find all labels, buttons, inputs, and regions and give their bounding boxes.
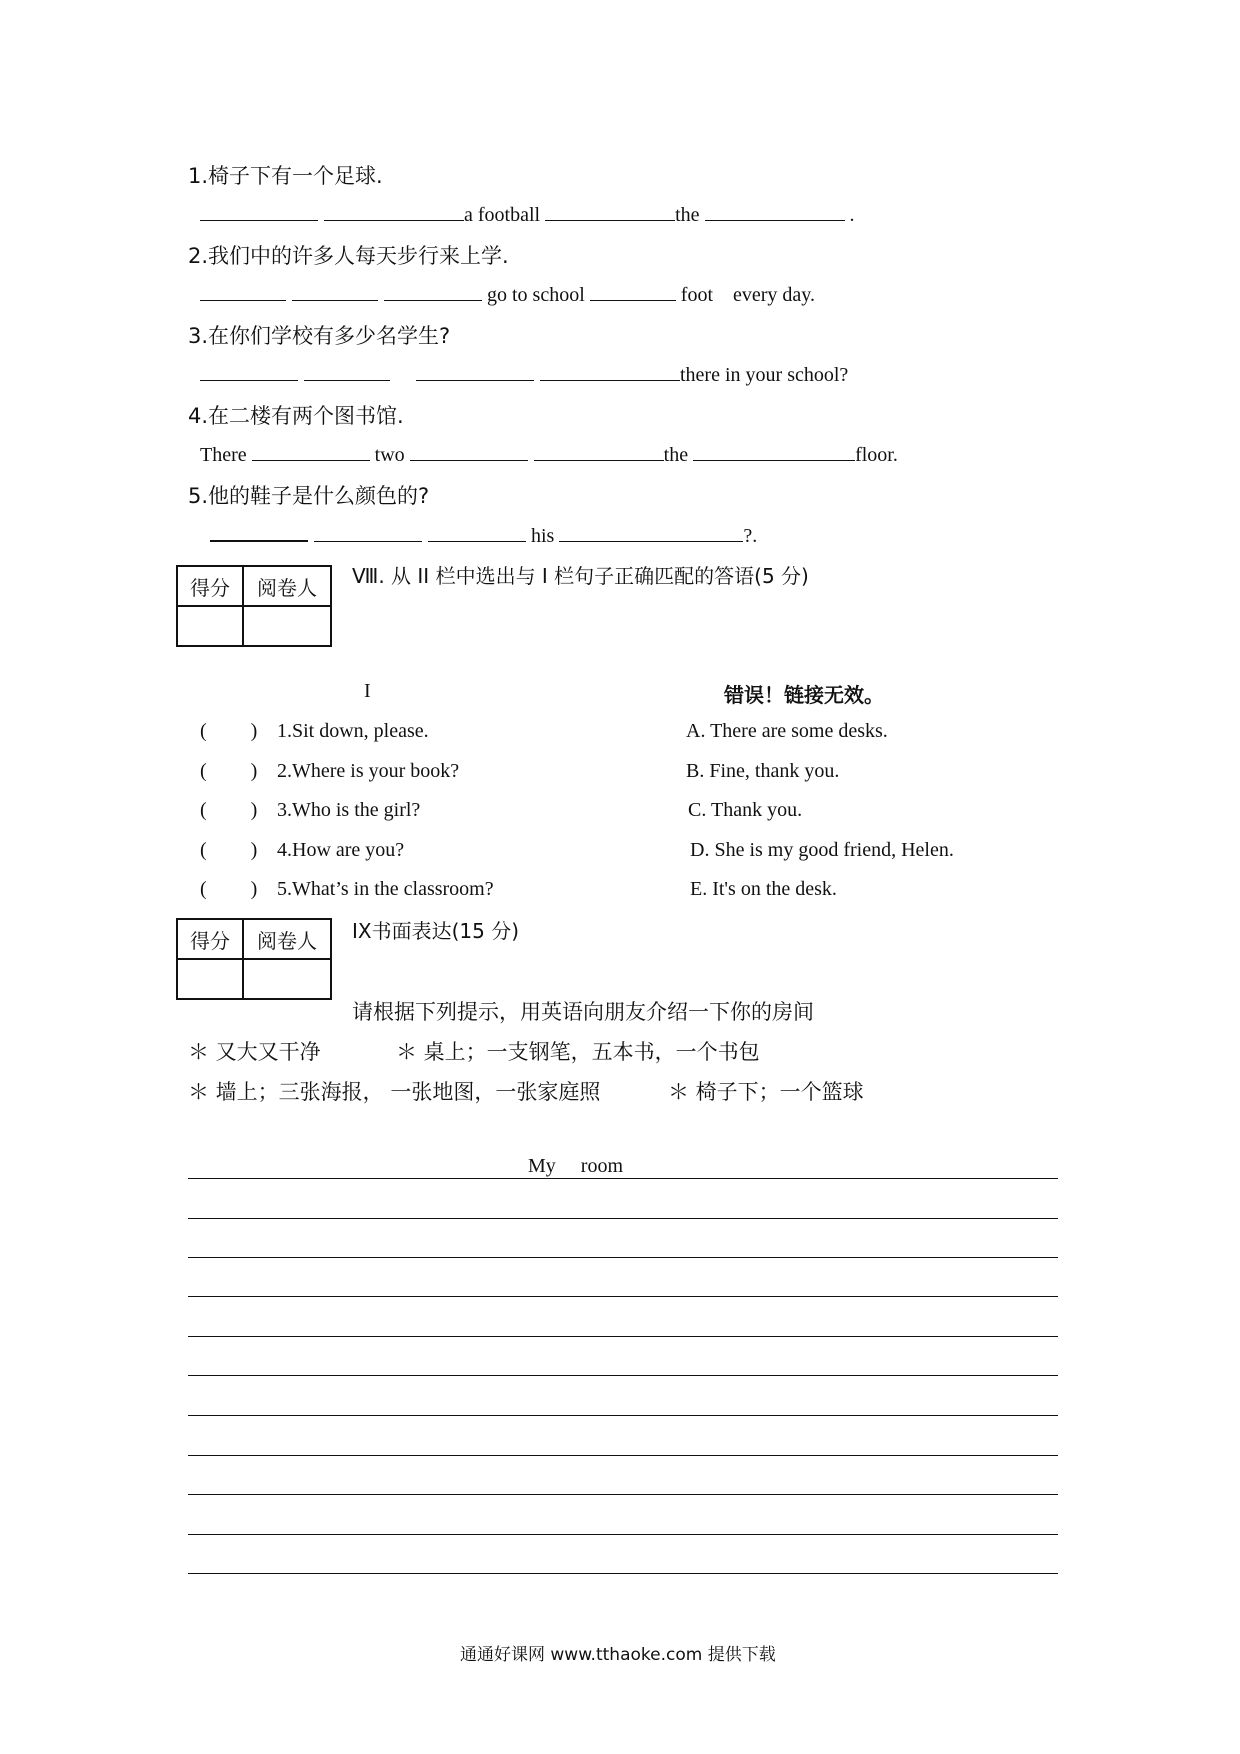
blank[interactable] (428, 523, 526, 542)
writing-prompt: 请根据下列提示，用英语向朋友介绍一下你的房间 (352, 1000, 814, 1024)
left-item: 4.How are you? (277, 839, 405, 861)
section-8-title: Ⅷ. 从 II 栏中选出与 I 栏句子正确匹配的答语(5 分) (352, 564, 809, 588)
writing-line[interactable] (188, 1218, 1058, 1219)
grader-cell[interactable] (243, 606, 331, 646)
blank[interactable] (534, 442, 664, 461)
answer-line-1 (200, 202, 855, 227)
fixed-text: the (663, 444, 689, 466)
writing-line[interactable] (188, 1375, 1058, 1376)
fixed-text: two (374, 444, 405, 466)
essay-title (528, 1155, 623, 1178)
paren-open: ( (200, 839, 207, 861)
blank[interactable] (292, 282, 378, 301)
right-item: B. Fine, thank you. (686, 760, 840, 782)
score-label: 得分 (177, 566, 243, 606)
paren-open: ( (200, 878, 207, 900)
blank[interactable] (410, 442, 528, 461)
blank[interactable] (540, 362, 680, 381)
blank[interactable] (200, 202, 318, 221)
writing-line[interactable] (188, 1296, 1058, 1297)
writing-line[interactable] (188, 1415, 1058, 1416)
writing-line[interactable] (188, 1534, 1058, 1535)
paren-close: ) (250, 839, 258, 861)
fixed-text: there in your school? (680, 364, 849, 386)
fixed-text: . (849, 204, 855, 226)
hint-4: ＊ 椅子下；一个篮球 (668, 1080, 864, 1104)
grader-label: 阅卷人 (243, 566, 331, 606)
essay-title-word: room (580, 1155, 624, 1177)
blank[interactable] (210, 522, 308, 542)
fixed-text: go to school (487, 284, 585, 306)
match-row (200, 839, 404, 862)
writing-line[interactable] (188, 1178, 1058, 1179)
score-cell[interactable] (177, 606, 243, 646)
fixed-text: foot (680, 284, 713, 306)
blank[interactable] (545, 202, 675, 221)
question-3: 3.在你们学校有多少名学生? (188, 324, 451, 348)
score-table-9 (176, 918, 332, 1000)
right-item: D. She is my good friend, Helen. (690, 839, 954, 861)
blank[interactable] (384, 282, 482, 301)
writing-line[interactable] (188, 1494, 1058, 1495)
hint-3: ＊ 墙上；三张海报， 一张地图，一张家庭照 (188, 1080, 601, 1104)
paren-close: ) (250, 720, 258, 742)
match-row (200, 760, 459, 783)
answer-line-5 (210, 522, 757, 548)
writing-line[interactable] (188, 1573, 1058, 1574)
column-ii-header: 错误！链接无效。 (724, 683, 884, 707)
fixed-text: floor. (855, 444, 898, 466)
blank[interactable] (200, 282, 286, 301)
paren-close: ) (250, 878, 258, 900)
blank[interactable] (314, 523, 422, 542)
left-item: 3.Who is the girl? (277, 799, 421, 821)
essay-title-word: My (528, 1155, 556, 1177)
paren-open: ( (200, 799, 207, 821)
left-item: 2.Where is your book? (277, 760, 460, 782)
match-row (200, 720, 429, 743)
blank[interactable] (559, 523, 743, 542)
answer-line-4 (200, 442, 898, 467)
score-cell[interactable] (177, 959, 243, 999)
writing-line[interactable] (188, 1455, 1058, 1456)
score-label: 得分 (177, 919, 243, 959)
match-row (200, 799, 420, 822)
blank[interactable] (324, 202, 464, 221)
page-footer: 通通好课网 www.tthaoke.com 提供下载 (460, 1645, 776, 1665)
grader-cell[interactable] (243, 959, 331, 999)
writing-line[interactable] (188, 1257, 1058, 1258)
paren-close: ) (250, 760, 258, 782)
blank[interactable] (416, 362, 534, 381)
right-item: C. Thank you. (688, 799, 803, 821)
blank[interactable] (590, 282, 676, 301)
paren-open: ( (200, 720, 207, 742)
hint-2: ＊ 桌上；一支钢笔，五本书，一个书包 (396, 1040, 760, 1064)
blank[interactable] (200, 362, 298, 381)
left-item: 1.Sit down, please. (277, 720, 429, 742)
fixed-text: ?. (743, 525, 758, 547)
fixed-text: his (531, 525, 555, 547)
fixed-text: the (675, 204, 700, 226)
fixed-text: There (200, 444, 247, 466)
blank[interactable] (693, 442, 855, 461)
match-row (200, 878, 494, 901)
grader-label: 阅卷人 (243, 919, 331, 959)
right-item: A. There are some desks. (686, 720, 888, 742)
answer-line-2 (200, 282, 815, 307)
answer-line-3 (200, 362, 848, 387)
fixed-text: every day. (733, 284, 815, 306)
writing-line[interactable] (188, 1336, 1058, 1337)
question-5: 5.他的鞋子是什么颜色的? (188, 484, 430, 508)
fixed-text: a football (464, 204, 541, 226)
score-table-8 (176, 565, 332, 647)
hint-1: ＊ 又大又干净 (188, 1040, 321, 1064)
section-9-title: IX书面表达(15 分) (352, 919, 520, 943)
right-item: E. It's on the desk. (690, 878, 837, 900)
question-1: 1.椅子下有一个足球. (188, 164, 383, 188)
left-item: 5.What’s in the classroom? (277, 878, 494, 900)
question-4: 4.在二楼有两个图书馆. (188, 404, 404, 428)
paren-close: ) (250, 799, 258, 821)
question-2: 2.我们中的许多人每天步行来上学. (188, 244, 509, 268)
paren-open: ( (200, 760, 207, 782)
column-i-header: I (364, 680, 371, 702)
blank[interactable] (304, 362, 390, 381)
blank[interactable] (705, 202, 845, 221)
blank[interactable] (252, 442, 370, 461)
